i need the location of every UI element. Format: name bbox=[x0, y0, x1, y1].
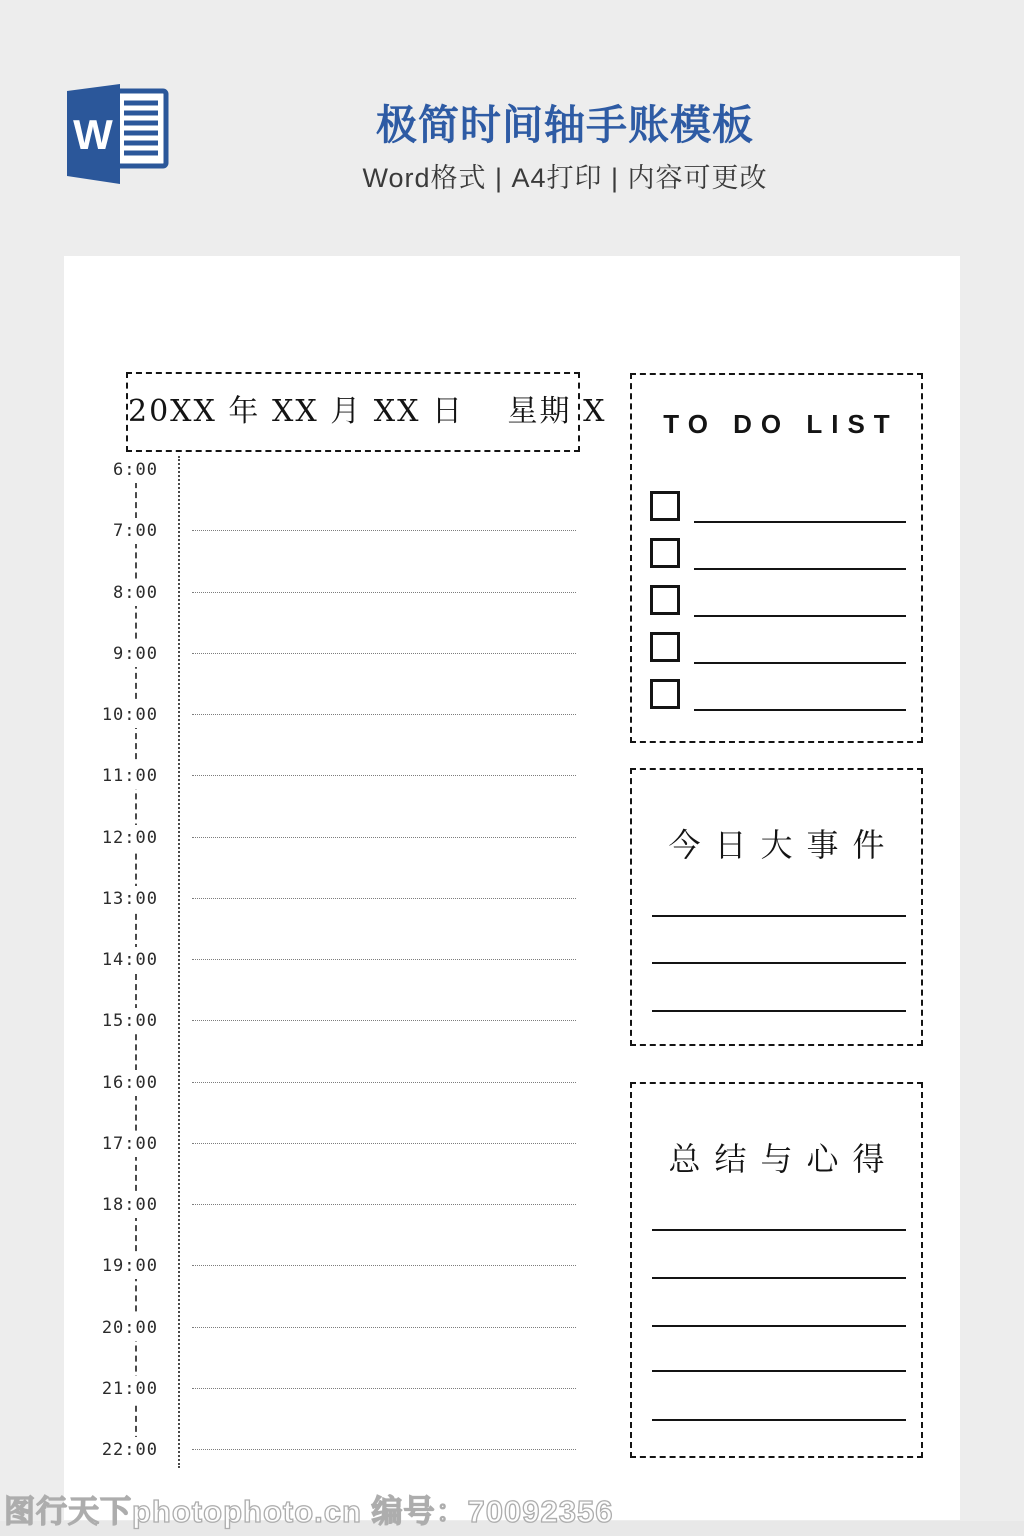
summary-writing-line bbox=[652, 1370, 906, 1372]
timeline-hour-rule bbox=[192, 1082, 576, 1083]
timeline-hour-rule bbox=[192, 1020, 576, 1021]
hour-label: 15:00 bbox=[84, 1008, 158, 1034]
timeline-hour-rule bbox=[192, 959, 576, 960]
todo-checkbox bbox=[650, 679, 680, 709]
timeline-hour-rule bbox=[192, 1265, 576, 1266]
timeline-hour-rule bbox=[192, 714, 576, 715]
hour-label: 18:00 bbox=[84, 1192, 158, 1218]
date-header-text: 20XX 年 XX 月 XX 日 星期 X bbox=[128, 394, 607, 429]
word-icon bbox=[58, 83, 170, 186]
events-writing-line bbox=[652, 1010, 906, 1012]
timeline-hour-rule bbox=[192, 1388, 576, 1389]
timeline-hour-rule bbox=[192, 898, 576, 899]
daily-events-title: 今日大事件 bbox=[668, 826, 899, 864]
hour-label: 14:00 bbox=[84, 947, 158, 973]
hour-label: 12:00 bbox=[84, 825, 158, 851]
timeline-hour-rule bbox=[192, 592, 576, 593]
events-writing-line bbox=[652, 962, 906, 964]
timeline-hour-rule bbox=[192, 1449, 576, 1450]
daily-events-box bbox=[630, 768, 923, 1046]
hour-label: 10:00 bbox=[84, 702, 158, 728]
word-icon-letter: W bbox=[73, 111, 113, 158]
hour-label: 20:00 bbox=[84, 1315, 158, 1341]
todo-checkbox bbox=[650, 632, 680, 662]
hour-label: 22:00 bbox=[84, 1437, 158, 1463]
document-page bbox=[64, 256, 960, 1520]
todo-checkbox bbox=[650, 585, 680, 615]
events-writing-line bbox=[652, 915, 906, 917]
timeline-hour-rule bbox=[192, 1143, 576, 1144]
todo-list-box bbox=[630, 373, 923, 743]
todo-writing-line bbox=[694, 615, 906, 617]
timeline-hour-rule bbox=[192, 1204, 576, 1205]
hour-label: 9:00 bbox=[84, 641, 158, 667]
timeline-hour-rule bbox=[192, 653, 576, 654]
timeline bbox=[64, 256, 624, 1520]
hour-label: 7:00 bbox=[84, 518, 158, 544]
summary-box bbox=[630, 1082, 923, 1458]
todo-writing-line bbox=[694, 709, 906, 711]
hour-label: 16:00 bbox=[84, 1070, 158, 1096]
timeline-dotted-axis bbox=[178, 456, 180, 1468]
todo-writing-line bbox=[694, 662, 906, 664]
hour-label: 6:00 bbox=[84, 457, 158, 483]
todo-checkbox bbox=[650, 491, 680, 521]
summary-writing-line bbox=[652, 1229, 906, 1231]
summary-writing-line bbox=[652, 1419, 906, 1421]
banner-title: 极简时间轴手账模板 bbox=[376, 102, 754, 148]
hour-label: 21:00 bbox=[84, 1376, 158, 1402]
todo-writing-line bbox=[694, 568, 906, 570]
todo-list-title: TO DO LIST bbox=[663, 409, 899, 439]
timeline-hour-rule bbox=[192, 530, 576, 531]
hour-label: 19:00 bbox=[84, 1253, 158, 1279]
summary-title: 总结与心得 bbox=[668, 1140, 899, 1178]
summary-writing-line bbox=[652, 1277, 906, 1279]
watermark: 图行天下photophoto.cn 编号：70092356 bbox=[4, 1494, 614, 1529]
hour-label: 11:00 bbox=[84, 763, 158, 789]
timeline-hour-rule bbox=[192, 775, 576, 776]
hour-label: 8:00 bbox=[84, 580, 158, 606]
hour-label: 13:00 bbox=[84, 886, 158, 912]
banner-subtitle: Word格式 | A4打印 | 内容可更改 bbox=[362, 163, 768, 193]
hour-label: 17:00 bbox=[84, 1131, 158, 1157]
timeline-hour-rule bbox=[192, 1327, 576, 1328]
timeline-hour-rule bbox=[192, 837, 576, 838]
todo-writing-line bbox=[694, 521, 906, 523]
todo-checkbox bbox=[650, 538, 680, 568]
summary-writing-line bbox=[652, 1325, 906, 1327]
